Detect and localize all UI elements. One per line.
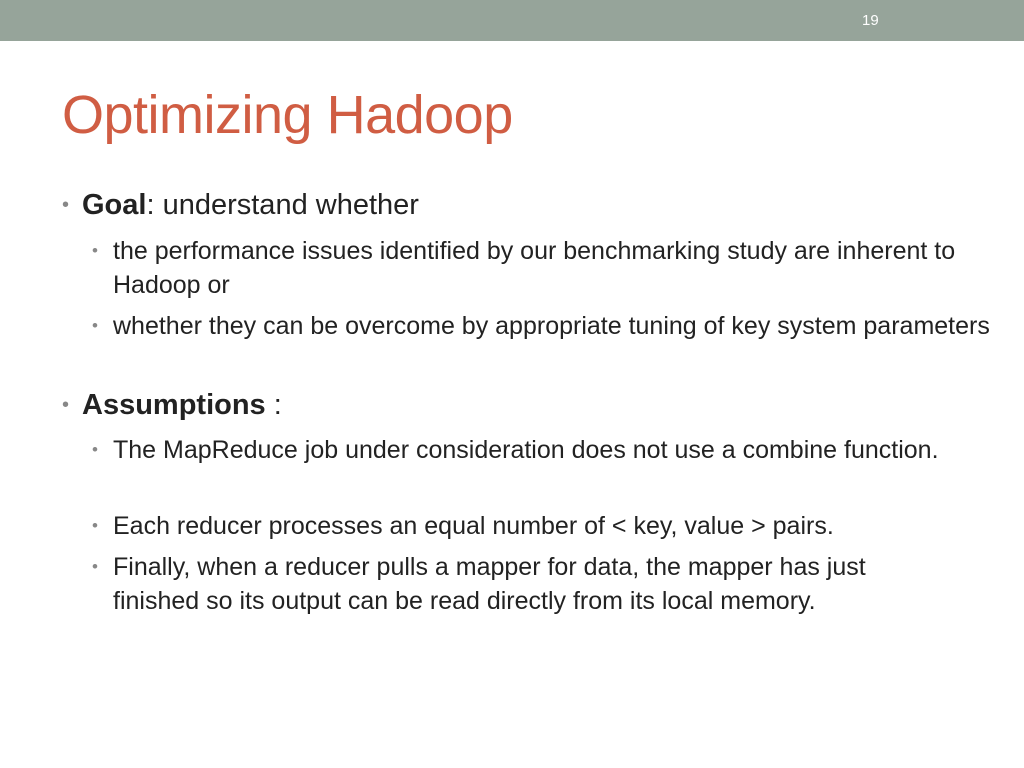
goal-text: : understand whether [146,189,419,221]
goal-sub-item-1-text: the performance issues identified by our benchmarking study are inherent to Hadoop or [113,237,956,299]
assumptions-text: : [265,389,282,421]
sub-bullet-dot-icon: • [92,241,98,260]
assumptions-sub-item-2-text: Each reducer processes an equal number of < key, value > pairs. [113,512,834,540]
slide-number: 19 [862,12,879,29]
sub-bullet-dot-icon: • [92,316,98,335]
sub-bullet-dot-icon: • [92,516,98,535]
assumptions-label: Assumptions [82,389,266,421]
goal-sub-item-2-text: whether they can be overcome by appropriate tuning of key system parameters [113,312,990,340]
goal-label: Goal [82,189,147,221]
assumptions-sub-item-1-text: The MapReduce job under consideration does not use a combine function. [113,436,939,464]
bullet-dot-icon: • [62,394,70,416]
sub-bullet-dot-icon: • [92,557,98,576]
assumptions-sub-item-3-text: Finally, when a reducer pulls a mapper for data, the mapper has just finished so its output can be read directly from its local memory. [113,553,866,615]
slide-title: Optimizing Hadoop [62,85,513,145]
sub-bullet-dot-icon: • [92,440,98,459]
bullet-dot-icon: • [62,194,70,216]
